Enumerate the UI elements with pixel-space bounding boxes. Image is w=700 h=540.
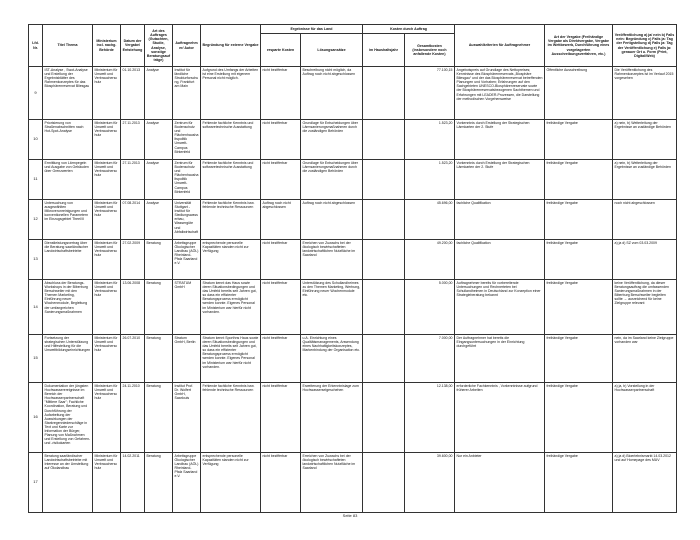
cell-auftragnehmer: Institut Prof. Dr. Wolfert GmbH, Saarlouis <box>173 383 201 453</box>
table-row <box>29 67 677 120</box>
cell-gesamt: 39.600,00 <box>405 453 455 513</box>
cell-ersparte: nicht bezifferbar <box>261 240 301 280</box>
table-row <box>29 160 677 200</box>
cell-ministerium: Ministerium für Umwelt und Verbraucherschutz <box>93 160 121 200</box>
cell-art: Analyse <box>145 200 173 240</box>
cell-gesamt: 5.000,00 <box>405 280 455 335</box>
cell-auswahl: erforderliche Fachkenntnis , Vorkenntnisse aufgrund früherer Arbeiten <box>455 383 545 453</box>
cell-vergabeart: freihändige Vergabe <box>545 160 613 200</box>
cell-datum: 14.02.2011 <box>121 453 145 513</box>
cell-haushalt <box>363 240 405 280</box>
cell-begruendung: entsprechende personelle Kapazitäten standen nicht zur Verfügung <box>201 453 261 513</box>
cell-begruendung: Aufgrund des Umfangs der Arbeiten ist eine Erstellung mit eigenem Personal nicht möglich. <box>201 67 261 120</box>
cell-vergabeart: freihändige Vergabe <box>545 120 613 160</box>
cell-ministerium: Ministerium für Umwelt und Verbraucherschutz <box>93 200 121 240</box>
cell-art: Analyse <box>145 120 173 160</box>
cell-loesung: Beschreibung nicht möglich, da Auftrag noch nicht abgeschlossen <box>301 67 363 120</box>
cell-veroeffentlichung: nein, da im Saarland keine Zielgruppe vorhanden war <box>613 335 677 383</box>
cell-ersparte: nicht bezifferbar <box>261 383 301 453</box>
cell-titel: IST-Analyse , Swot-Analyse und Erstellung der Ergebnisblätter des Rahmenkonzeptes für das Biosphärenreservat Bliesgau <box>43 67 93 120</box>
cell-ministerium: Ministerium für Umwelt und Verbraucherschutz <box>93 383 121 453</box>
cell-begruendung: Fehlende fachliche Kenntnis und softwaretechnische Ausstattung <box>201 160 261 200</box>
cell-art: Beratung <box>145 240 173 280</box>
cell-nr: 14 <box>29 280 43 335</box>
cell-haushalt <box>363 453 405 513</box>
cell-haushalt <box>363 120 405 160</box>
cell-vergabeart: freihändige Vergabe <box>545 280 613 335</box>
cell-auswahl: Nur ein Anbieter <box>455 453 545 513</box>
cell-veroeffentlichung: a) nein, b) Weiterleitung der Ergebnisse an zuständige Behörden <box>613 160 677 200</box>
cell-gesamt: 45.696,00 <box>405 200 455 240</box>
table-row <box>29 280 677 335</box>
col-header-haushalt: im Haushaltsjahr <box>363 34 405 67</box>
cell-vergabeart: freihändige Vergabe <box>545 335 613 383</box>
cell-loesung: Erreichen von Zuwachs bei der ökologisch bewirtschafteten landwirtschaftlichen Nutzfläche im Saarland <box>301 240 363 280</box>
cell-datum: 24.11.2010 <box>121 383 145 453</box>
cell-ministerium: Ministerium für Umwelt und Verbraucherschutz <box>93 67 121 120</box>
cell-ersparte: nicht bezifferbar <box>261 453 301 513</box>
cell-loesung: Grundlage für Entscheidungen über Lärmsanierungsmaßnahmen durch die zuständigen Behörden <box>301 160 363 200</box>
cell-auswahl: Angebotspreis auf Grundlage des Nettopreises; Kenntnisse des Biosphärenreservats „Biosphäre Bliesgau“ und der das Biosphärenreservat betreffenden Planungen und Vorhaben; Erfahrungen auf den Sachgebieten UNESCO-Biosphärenreservate sowie der Biosphärenreservatsbezogenen Sachthemen und Erfahrungen mit LEADER-Prozessen, die Darstellung der methodischen Vorgehensweise <box>455 67 545 120</box>
cell-loesung: Grundlage für Entscheidungen über Lärmsanierungsmaßnahmen durch die zuständigen Behörden <box>301 120 363 160</box>
table-row <box>29 240 677 280</box>
cell-loesung: Erreichen von Zuwachs bei der ökologisch bewirtschafteten landwirtschaftlichen Nutzfläche im Saarland <box>301 453 363 513</box>
cell-vergabeart: freihändige Vergabe <box>545 383 613 453</box>
cell-begruendung: Fehlende fachliche Kenntnis bzw. fehlende technische Ressourcen <box>201 383 261 453</box>
col-header-gesamt: Gesamtkosten (insbesondere noch anfallende Kosten) <box>405 34 455 67</box>
cell-datum: 26.07.2010 <box>121 335 145 383</box>
cell-begruendung: Stratum kennt das Haus sowie deren Situationsbedingungen und das Umfeld bereits seit Jahren gut, so dass ein effizienter Beratungsprozess ermöglicht werden konnte. Eigenes Personal im Ministerium war hierfür nicht vorhanden. <box>201 280 261 335</box>
cell-haushalt <box>363 335 405 383</box>
cell-nr: 12 <box>29 200 43 240</box>
cell-gesamt: 7.000,00 <box>405 335 455 383</box>
cell-haushalt <box>363 160 405 200</box>
cell-veroeffentlichung: a) nein, b) Weiterleitung der Ergebnisse an zuständige Behörden <box>613 120 677 160</box>
cell-loesung: u.A. Einrichtung eines Qualitätsmanagements, Anwendung eines Nachhaltigkeitskonzeptes, Markenbindung der Organisation etc. <box>301 335 363 383</box>
cell-datum: 27.02.2009 <box>121 240 145 280</box>
cell-ersparte: nicht bezifferbar <box>261 120 301 160</box>
cell-auftragnehmer: STRATUM GmbH <box>173 280 201 335</box>
cell-veroeffentlichung: Die Veröffentlichung des Rahmenkonzeptes ist im Verlauf 2015 vorgesehen <box>613 67 677 120</box>
cell-art: Analyse <box>145 67 173 120</box>
col-header-titel: Titel Thema <box>43 25 93 67</box>
cell-vergabeart: freihändige Vergabe <box>545 453 613 513</box>
cell-nr: 15 <box>29 335 43 383</box>
cell-ersparte: nicht bezifferbar <box>261 280 301 335</box>
cell-auswahl: Vorkenntnis durch Erstellung der Strategischen Lärmkarten der 2. Stufe <box>455 120 545 160</box>
cell-art: Beratung <box>145 280 173 335</box>
col-header-ersparte: ersparte Kosten <box>261 34 301 67</box>
cell-ersparte: nicht bezifferbar <box>261 160 301 200</box>
cell-nr: 13 <box>29 240 43 280</box>
col-header-auftragnehmer: Auftragnehmer/ Autor <box>173 25 201 67</box>
cell-titel: Fortsetzung der strategischen Unterstützung und Hilfestellung für die Umweltbildungseinrichtungen <box>43 335 93 383</box>
cell-nr: 9 <box>29 67 43 120</box>
cell-gesamt: 12.138,00 <box>405 383 455 453</box>
document-page <box>28 24 676 513</box>
col-header-loesung: Lösungsansätze <box>301 34 363 67</box>
cell-vergabeart: freihändige Vergabe <box>545 240 613 280</box>
cell-auftragnehmer: Institut für ländliche Strukturforschung, Frankfurt am Main <box>173 67 201 120</box>
cell-art: Analyse <box>145 160 173 200</box>
cell-veroeffentlichung: a) ja d) SZ vom 03.03.2009 <box>613 240 677 280</box>
cell-gesamt: 49.200,00 <box>405 240 455 280</box>
cell-gesamt: 77.100,15 <box>405 67 455 120</box>
col-group-kosten: Kosten durch Auftrag <box>363 25 455 34</box>
cell-titel: Beratung saarländischer Landwirtschaftsbetriebe mit Interesse an der Umstellung auf Ökolandbau <box>43 453 93 513</box>
cell-nr: 16 <box>29 383 43 453</box>
cell-art: Beratung <box>145 383 173 453</box>
cell-begruendung: Stratum kennt Sporthns Haus sowie deren Situationsbedingungen und das Umfeld bereits seit Jahren gut, so dass ein effizienter Beratungsprozess ermöglicht werden konnte. Eigenes Personal im Ministerium war hierfür nicht vorhanden. <box>201 335 261 383</box>
cell-auftragnehmer: Universität Stuttgart - Institut für Siedlungswasserbau, Wassergüte und Abfallwirtschaft <box>173 200 201 240</box>
cell-loesung: Erweiterung der Erkenntnislage zum Hochwasserselgeschehen <box>301 383 363 453</box>
cell-vergabeart: freihändige Vergabe <box>545 200 613 240</box>
cell-auftragnehmer: Zentrum für Bodenschutz und Flächenhaushaltspolitik Umwelt-Campus Birkenfeld <box>173 160 201 200</box>
cell-veroeffentlichung: a) ja d) Bioerlebnismarkt 14.03.2012 und auf Homepage des MUV <box>613 453 677 513</box>
col-header-art: Art des Auftrages (Gutachten, Studie, Analyse, sonstige Beratungsaufträge) <box>145 25 173 67</box>
cell-begruendung: Fehlende fachliche Kenntnis bzw. fehlende technische Ressourcen <box>201 200 261 240</box>
cell-auswahl: Der Auftragnehmer hat bereits die Eingangsuntersuchungen in der Einrichtung durchgeführt <box>455 335 545 383</box>
col-header-lfd: Lfd. Nr. <box>29 25 43 67</box>
cell-loesung: Unterstützung des Schullandheimes zu den Themen Marketing, Werbung, Einführung neuer Wochenmodule etc. <box>301 280 363 335</box>
cell-titel: Priorisierung von Straßenabschnitten nach Hot-Spot-Analyse <box>43 120 93 160</box>
cell-auswahl: Vorkenntnis durch Erstellung der Strategischen Lärmkarten der 2. Stufe <box>455 160 545 200</box>
contracts-table <box>28 24 677 513</box>
cell-titel: Dokumentation der jüngsten Hochwasserereignisse im Bereich der Hochwasserpartnerschaft "Mittlere Saar"; Fachliche Koordination, Beratung und Durchführung der Aufarbeitung der Auswirkungen der Starkregenniederschläge in Text und Karte zur Information der Bürger, Planung von Maßnahmen und Erstellung von Gefahren- und -risikokarten <box>43 383 93 453</box>
table-row <box>29 120 677 160</box>
cell-datum: 13.06.2008 <box>121 280 145 335</box>
cell-veroeffentlichung: noch nicht abgeschlossen <box>613 200 677 240</box>
cell-auftragnehmer: Arbeitsgruppe Ökologischer Landbau (AÖL) Rheinland-Pfalz Saarland e.V. <box>173 453 201 513</box>
cell-haushalt <box>363 383 405 453</box>
cell-auswahl: fachliche Qualifikation <box>455 240 545 280</box>
cell-datum: 27.11.2013 <box>121 120 145 160</box>
cell-begruendung: Fehlende fachliche Kenntnis und softwaretechnische Ausstattung <box>201 120 261 160</box>
cell-veroeffentlichung: keine Veröffentlichung, da dieser Beratungsauftrag die umfassenden Sanierungsmaßnahmen in der Biberburg Berschweiler begleiten sollte → ausreichend für keine Zielgruppe relevant <box>613 280 677 335</box>
cell-titel: Ermittlung von Lärmpegeln und Ausgabe von Gebäuden über Grenzwerten <box>43 160 93 200</box>
cell-nr: 11 <box>29 160 43 200</box>
cell-auftragnehmer: Stratum GmbH, Berlin <box>173 335 201 383</box>
cell-ersparte: Auftrag noch nicht abgeschlossen <box>261 200 301 240</box>
cell-gesamt: 1.523,20 <box>405 120 455 160</box>
cell-titel: Untersuchung von ausgewählten Mikroverunreinigungen und konventionellen Parametern im Einzugsgebiet Theel/II <box>43 200 93 240</box>
table-row <box>29 453 677 513</box>
header-row-group <box>29 25 677 34</box>
cell-veroeffentlichung: a) ja, b) Vorstellung in der Hochwasserpartnerschaft <box>613 383 677 453</box>
cell-auftragnehmer: Zentrum für Bodenschutz und Flächenhaushaltspolitik Umwelt-Campus Birkenfeld <box>173 120 201 160</box>
cell-titel: Dienstleistungsvertrag über die Beratung saarländischer Landwirtschaftsbetriebe <box>43 240 93 280</box>
col-header-datum: Datum der Vergabe/ Entstehung <box>121 25 145 67</box>
col-header-veroeffentlichung: Veröffentlichung a) ja/ nein b) Falls nein: Begründung c) Falls ja: Tag der Fertigstellung d) Falls ja: Tag der Veröffentlichung e) Falls ja: genauer Ort u. Form (Print, Digital/Web) <box>613 25 677 67</box>
cell-art: Beratung <box>145 335 173 383</box>
cell-vergabeart: Öffentliche Ausschreibung <box>545 67 613 120</box>
table-row <box>29 200 677 240</box>
page-number: Seite 83 <box>342 513 358 518</box>
cell-ministerium: Ministerium für Umwelt und Verbraucherschutz <box>93 453 121 513</box>
cell-datum: 01.10.2013 <box>121 67 145 120</box>
cell-ministerium: Ministerium für Umwelt und Verbraucherschutz <box>93 240 121 280</box>
cell-loesung: Auftrag noch nicht abgeschlossen <box>301 200 363 240</box>
cell-auftragnehmer: Arbeitsgruppe Ökologischer Landbau (AÖL) Rheinland-Pfalz Saarland e.V. <box>173 240 201 280</box>
table-row <box>29 383 677 453</box>
col-header-vergabeart: Art der Vergabe (Freihändige Vergabe als Direktvergabe, Vergabe im Wettbewerb, Durchführung eines vorgelagerten Ausschreibungsverfahren, etc.) <box>545 25 613 67</box>
col-header-ministerium: Ministerium incl. nachg. Behörde <box>93 25 121 67</box>
col-header-auswahl: Auswahlkriterien für Auftragnehmer <box>455 25 545 67</box>
col-header-begruendung: Begründung für externe Vergabe <box>201 25 261 67</box>
cell-datum: 07.08.2014 <box>121 200 145 240</box>
cell-datum: 27.11.2013 <box>121 160 145 200</box>
cell-nr: 17 <box>29 453 43 513</box>
cell-begruendung: entsprechende personelle Kapazitäten standen nicht zur Verfügung <box>201 240 261 280</box>
cell-ersparte: nicht bezifferbar <box>261 335 301 383</box>
cell-ministerium: Ministerium für Umwelt und Verbraucherschutz <box>93 280 121 335</box>
cell-titel: Abschluss der Beratungs-Workshops in der Biberburg Berschweiler mit den Themen Marketing, Einführung neuer Wochenmodule, Begleitung der umfangreichen Sanierungsmaßnahmen <box>43 280 93 335</box>
cell-gesamt: 1.523,20 <box>405 160 455 200</box>
cell-auswahl: fachliche Qualifikation <box>455 200 545 240</box>
cell-haushalt <box>363 200 405 240</box>
cell-art: Beratung <box>145 453 173 513</box>
cell-haushalt <box>363 67 405 120</box>
table-row <box>29 335 677 383</box>
cell-ministerium: Ministerium für Umwelt und Verbraucherschutz <box>93 335 121 383</box>
cell-nr: 10 <box>29 120 43 160</box>
col-group-ergebnisse: Ergebnisse für das Land <box>261 25 363 34</box>
cell-ersparte: nicht bezifferbar <box>261 67 301 120</box>
cell-haushalt <box>363 280 405 335</box>
cell-auswahl: Auftragnehmer bereits für vorbereitende Untersuchungen und Rechnerteten bei Schullandheimen in Deutschland zur Konzeption einer Strategieberatung bekannt <box>455 280 545 335</box>
cell-ministerium: Ministerium für Umwelt und Verbraucherschutz <box>93 120 121 160</box>
